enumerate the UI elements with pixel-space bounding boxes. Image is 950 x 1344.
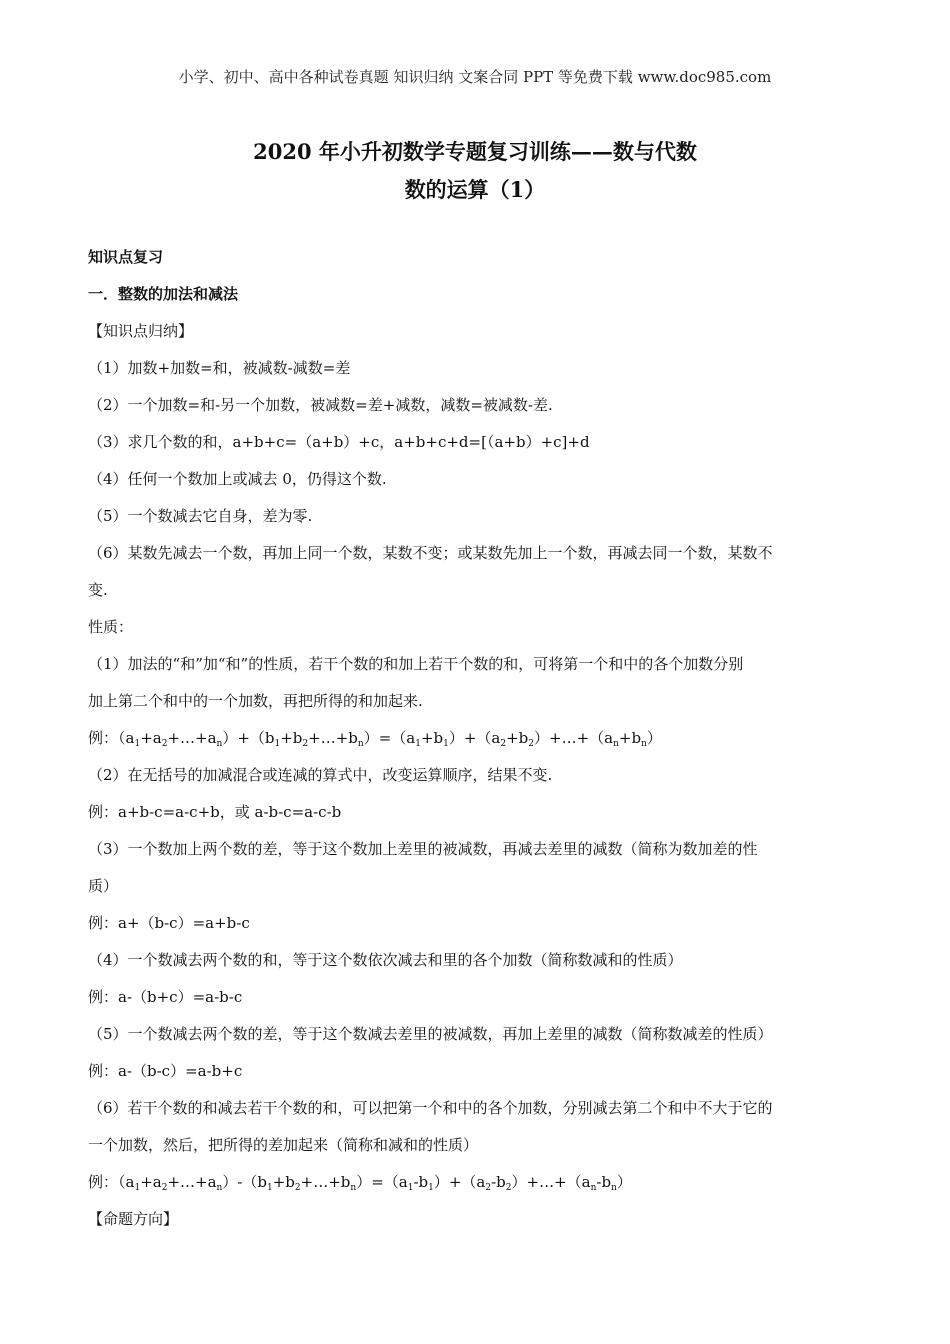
page-subtitle: 数的运算（1）	[404, 177, 546, 202]
example-3: 例：a+（b-c）=a+b-c	[88, 914, 250, 932]
rule-5: （5）一个数减去它自身，差为零.	[88, 507, 313, 525]
subscript: n	[613, 739, 619, 749]
term: ）	[646, 729, 662, 747]
property-4: （4）一个数减去两个数的和，等于这个数依次减去和里的各个加数（简称数减和的性质）	[88, 951, 683, 969]
term: -b	[491, 1173, 506, 1191]
content	[88, 248, 864, 1247]
subscript: 1	[134, 1183, 141, 1193]
rule-1: （1）加数+加数=和，被减数-减数=差	[88, 359, 351, 377]
subscript: 2	[161, 1183, 168, 1193]
property-6-line-2: 一个加数，然后，把所得的差加起来（简称和减和的性质）	[88, 1136, 479, 1154]
term: +…+a	[167, 729, 217, 747]
term: +…+b	[308, 729, 358, 747]
term: ）+…+（a	[511, 1173, 591, 1191]
term: +b	[420, 729, 444, 747]
subscript: 1	[274, 739, 281, 749]
section-heading: 知识点复习	[88, 248, 164, 266]
subscript: 1	[407, 1183, 414, 1193]
term: +b	[272, 1173, 295, 1191]
subscript: 1	[134, 739, 141, 749]
subscript: 1	[443, 739, 449, 749]
rule-6-line-1: （6）某数先减去一个数，再加上同一个数，某数不变；或某数先加上一个数，再减去同一个数，某数不	[88, 544, 773, 562]
term: +a	[140, 1173, 162, 1191]
subscript: 2	[294, 1183, 301, 1193]
property-5: （5）一个数减去两个数的差，等于这个数减去差里的被减数，再加上差里的减数（简称数减差的性质）	[88, 1025, 773, 1043]
page-title: 2020 年小升初数学专题复习训练——数与代数	[253, 139, 697, 164]
property-6-line-1: （6）若干个数的和减去若干个数的和，可以把第一个和中的各个加数，分别减去第二个和中不大于它的	[88, 1099, 773, 1117]
subscript: 2	[161, 739, 168, 749]
example-1-prefix: 例：（a	[88, 729, 135, 747]
subscript: n	[590, 1183, 597, 1193]
subscript: n	[641, 739, 647, 749]
rule-4: （4）任何一个数加上或减去 0，仍得这个数.	[88, 470, 387, 488]
sub-heading: 一．整数的加法和减法	[88, 285, 239, 303]
subscript: n	[357, 739, 364, 749]
subscript: n	[216, 739, 223, 749]
subscript: 1	[415, 739, 421, 749]
term: +b	[506, 729, 529, 747]
subscript: 2	[485, 1183, 492, 1193]
term: ）=（a	[356, 1173, 408, 1191]
example-1	[88, 729, 864, 766]
term: ）+（a	[433, 1173, 486, 1191]
term: -b	[413, 1173, 429, 1191]
example-2: 例：a+b-c=a-c+b，或 a-b-c=a-c-b	[88, 803, 342, 821]
rule-6-line-2: 变.	[88, 581, 108, 599]
subscript: 2	[302, 739, 309, 749]
term: +b	[618, 729, 642, 747]
term: +…+a	[167, 1173, 217, 1191]
property-3-line-1: （3）一个数加上两个数的差，等于这个数加上差里的被减数，再减去差里的减数（简称为数加差的性	[88, 840, 758, 858]
term: ）-（b	[222, 1173, 267, 1191]
term: +b	[280, 729, 303, 747]
subscript: 1	[428, 1183, 434, 1193]
subscript: n	[350, 1183, 357, 1193]
subscript: n	[216, 1183, 223, 1193]
subscript: 2	[528, 739, 534, 749]
rule-2: （2）一个加数=和-另一个加数，被减数=差+减数，减数=被减数-差.	[88, 396, 553, 414]
term: ）+（a	[448, 729, 501, 747]
term: ）=（a	[363, 729, 416, 747]
subscript: 1	[267, 1183, 273, 1193]
term: ）	[616, 1173, 632, 1191]
knowledge-label: 【知识点归纳】	[88, 322, 194, 340]
term: ）+…+（a	[534, 729, 614, 747]
direction-label: 【命题方向】	[88, 1210, 179, 1228]
subscript: 2	[500, 739, 507, 749]
properties-label: 性质：	[88, 618, 134, 636]
example-6	[88, 1173, 864, 1210]
subscript: n	[611, 1183, 617, 1193]
example-5: 例：a-（b-c）=a-b+c	[88, 1062, 243, 1080]
property-2: （2）在无括号的加减混合或连减的算式中，改变运算顺序，结果不变.	[88, 766, 553, 784]
property-1-line-1: （1）加法的“和”加“和”的性质，若干个数的和加上若干个数的和，可将第一个和中的各个加数分别	[88, 655, 744, 673]
example-4: 例：a-（b+c）=a-b-c	[88, 988, 243, 1006]
page-header: 小学、初中、高中各种试卷真题 知识归纳 文案合同 PPT 等免费下载 www.doc985.com	[178, 68, 772, 86]
property-3-line-2: 质）	[88, 877, 119, 895]
example-6-prefix: 例：（a	[88, 1173, 135, 1191]
subscript: 2	[505, 1183, 512, 1193]
rule-3: （3）求几个数的和，a+b+c=（a+b）+c，a+b+c+d=[（a+b）+c]+d	[88, 433, 590, 451]
term: -b	[596, 1173, 612, 1191]
term: ）+（b	[222, 729, 275, 747]
term: +…+b	[300, 1173, 351, 1191]
term: +a	[140, 729, 162, 747]
property-1-line-2: 加上第二个和中的一个加数，再把所得的和加起来.	[88, 692, 423, 710]
